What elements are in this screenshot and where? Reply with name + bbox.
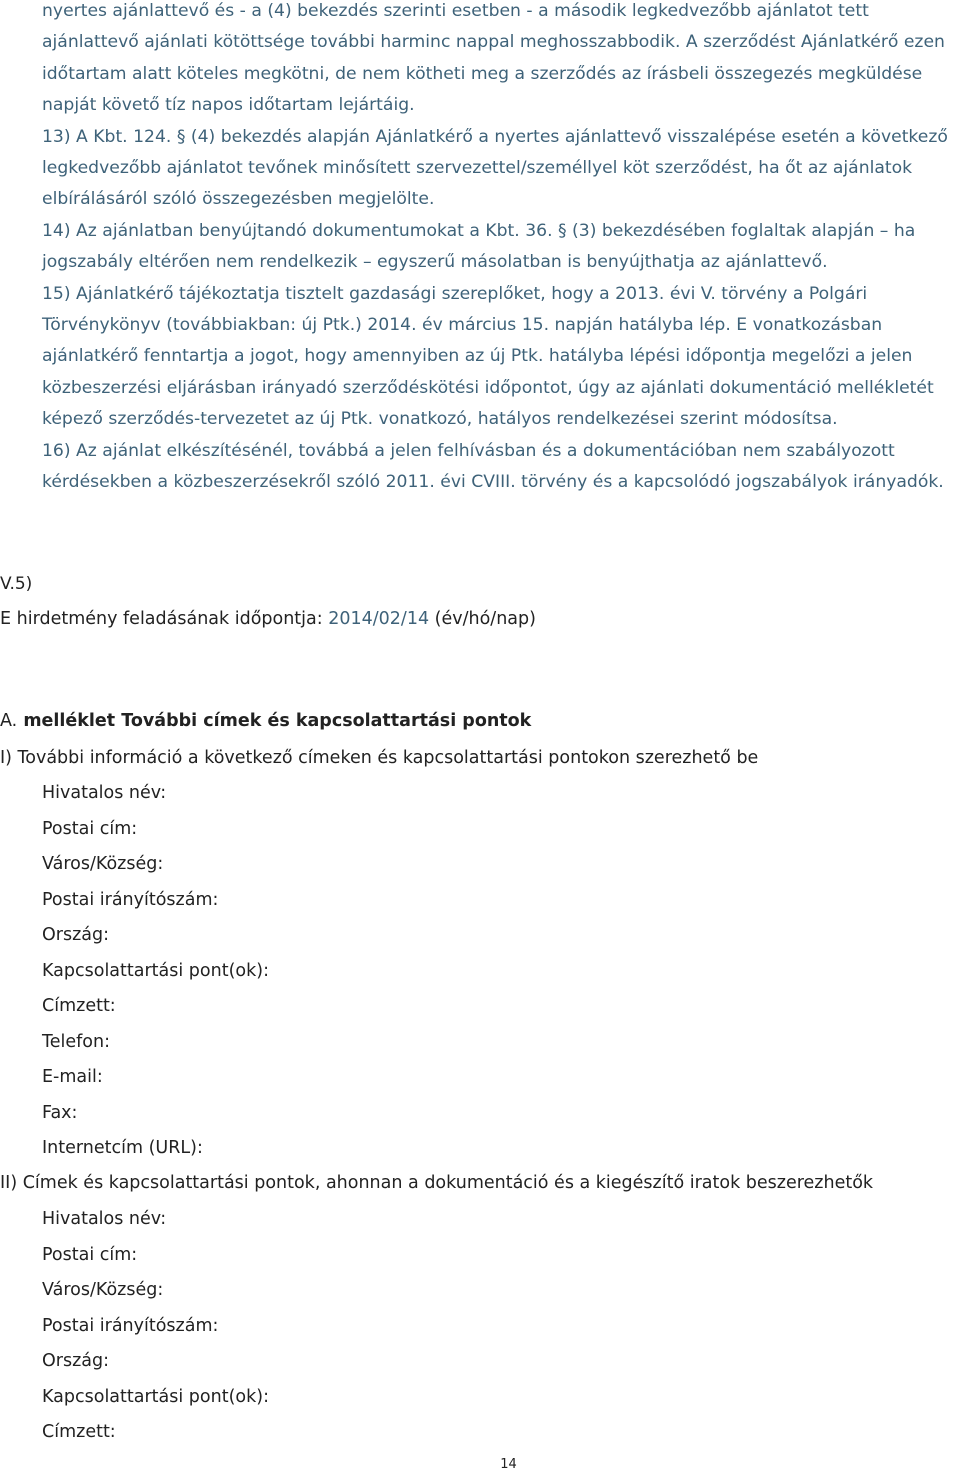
dispatch-date-label: E hirdetmény feladásának időpontja: (0, 609, 329, 629)
field-label: E-mail: (42, 1067, 103, 1087)
paragraph-16: 16) Az ajánlat elkészítésénél, továbbá a jelen felhívásban és a dokumentációban nem szabályozott kérdésekben a közbeszerzésekről szóló 2011. évi CVIII. törvény és a kapcsolódó jogszabályok irányadók. (42, 440, 944, 493)
field-label: Hivatalos név: (42, 783, 167, 803)
field-label: Telefon: (42, 1031, 110, 1052)
paragraph-13: 13) A Kbt. 124. § (4) bekezdés alapján Ajánlatkérő a nyertes ajánlattevő visszalépése esetén a következő legkedvezőbb ajánlatot tevőnek minősített szervezettel/személlyel köt szerződést, ha őt az ajánlatok elbírálásáról szóló összegezésben megjelölte. (42, 126, 948, 210)
annex-letter: A. (0, 711, 18, 731)
field-label: Postai irányítószám: (42, 1315, 219, 1336)
field-label: Ország: (42, 1351, 110, 1371)
group-one-field-list (42, 778, 269, 1169)
field-label: Fax: (42, 1102, 78, 1123)
annex-title (0, 706, 531, 736)
group-two-heading: II) Címek és kapcsolattartási pontok, ahonnan a dokumentáció és a kiegészítő iratok beszerezhetők (0, 1173, 874, 1193)
field-label: Város/Község: (42, 854, 164, 874)
annex-heading: melléklet További címek és kapcsolattartási pontok (17, 711, 532, 731)
field-label: Kapcsolattartási pont(ok): (42, 1386, 269, 1407)
page-number: 14 (500, 1457, 517, 1472)
dispatch-date-line (0, 604, 536, 634)
field-label: Város/Község: (42, 1280, 164, 1300)
dispatch-date-value: 2014/02/14 (328, 609, 430, 629)
field-label: Postai cím: (42, 1244, 138, 1265)
field-label: Címzett: (42, 996, 116, 1016)
additional-info-paragraphs (42, 0, 956, 499)
field-label: Postai irányítószám: (42, 889, 219, 910)
field-label: Postai cím: (42, 818, 138, 839)
field-label: Internetcím (URL): (42, 1138, 203, 1158)
paragraph-15: 15) Ajánlatkérő tájékoztatja tisztelt gazdasági szereplőket, hogy a 2013. évi V. törvény a Polgári Törvénykönyv (továbbiakban: új Ptk.) 2014. év március 15. napján hatályba lép. E vonatkozásban ajánlatkérő fenntartja a jogot, hogy amennyiben az új Ptk. hatályba lépési időpontja megelőzi a jelen közbeszerzési eljárásban irányadó szerződéskötési időpontot, úgy az ajánlati dokumentáció mellékletét képező szerződés-tervezetet az új Ptk. vonatkozó, hatályos rendelkezései szerint módosítsa. (42, 283, 934, 430)
field-label: Kapcsolattartási pont(ok): (42, 960, 269, 981)
field-label: Címzett: (42, 1422, 116, 1442)
group-one-heading: I) További információ a következő címeken és kapcsolattartási pontokon szerezhető be (0, 748, 759, 768)
group-two-field-list (42, 1204, 269, 1453)
field-label: Hivatalos név: (42, 1209, 167, 1229)
paragraph-14: 14) Az ajánlatban benyújtandó dokumentumokat a Kbt. 36. § (3) bekezdésében foglaltak alapján – ha jogszabály eltérően nem rendelkezik – egyszerű másolatban is benyújthatja az ajánlattevő. (42, 220, 916, 273)
dispatch-date-format: (év/hó/nap) (429, 609, 536, 629)
paragraph-12-continuation: nyertes ajánlattevő és - a (4) bekezdés szerinti esetben - a második legkedvezőbb ajánlatot tett ajánlattevő ajánlati kötöttsége további harminc nappal meghosszabbodik. A szerződést Ajánlatkérő ezen időtartam alatt köteles megkötni, de nem kötheti meg a szerződés az írásbeli összegezés megküldése napját követő tíz napos időtartam lejártáig. (42, 1, 945, 116)
field-label: Ország: (42, 925, 110, 945)
section-label: V.5) (0, 574, 33, 594)
